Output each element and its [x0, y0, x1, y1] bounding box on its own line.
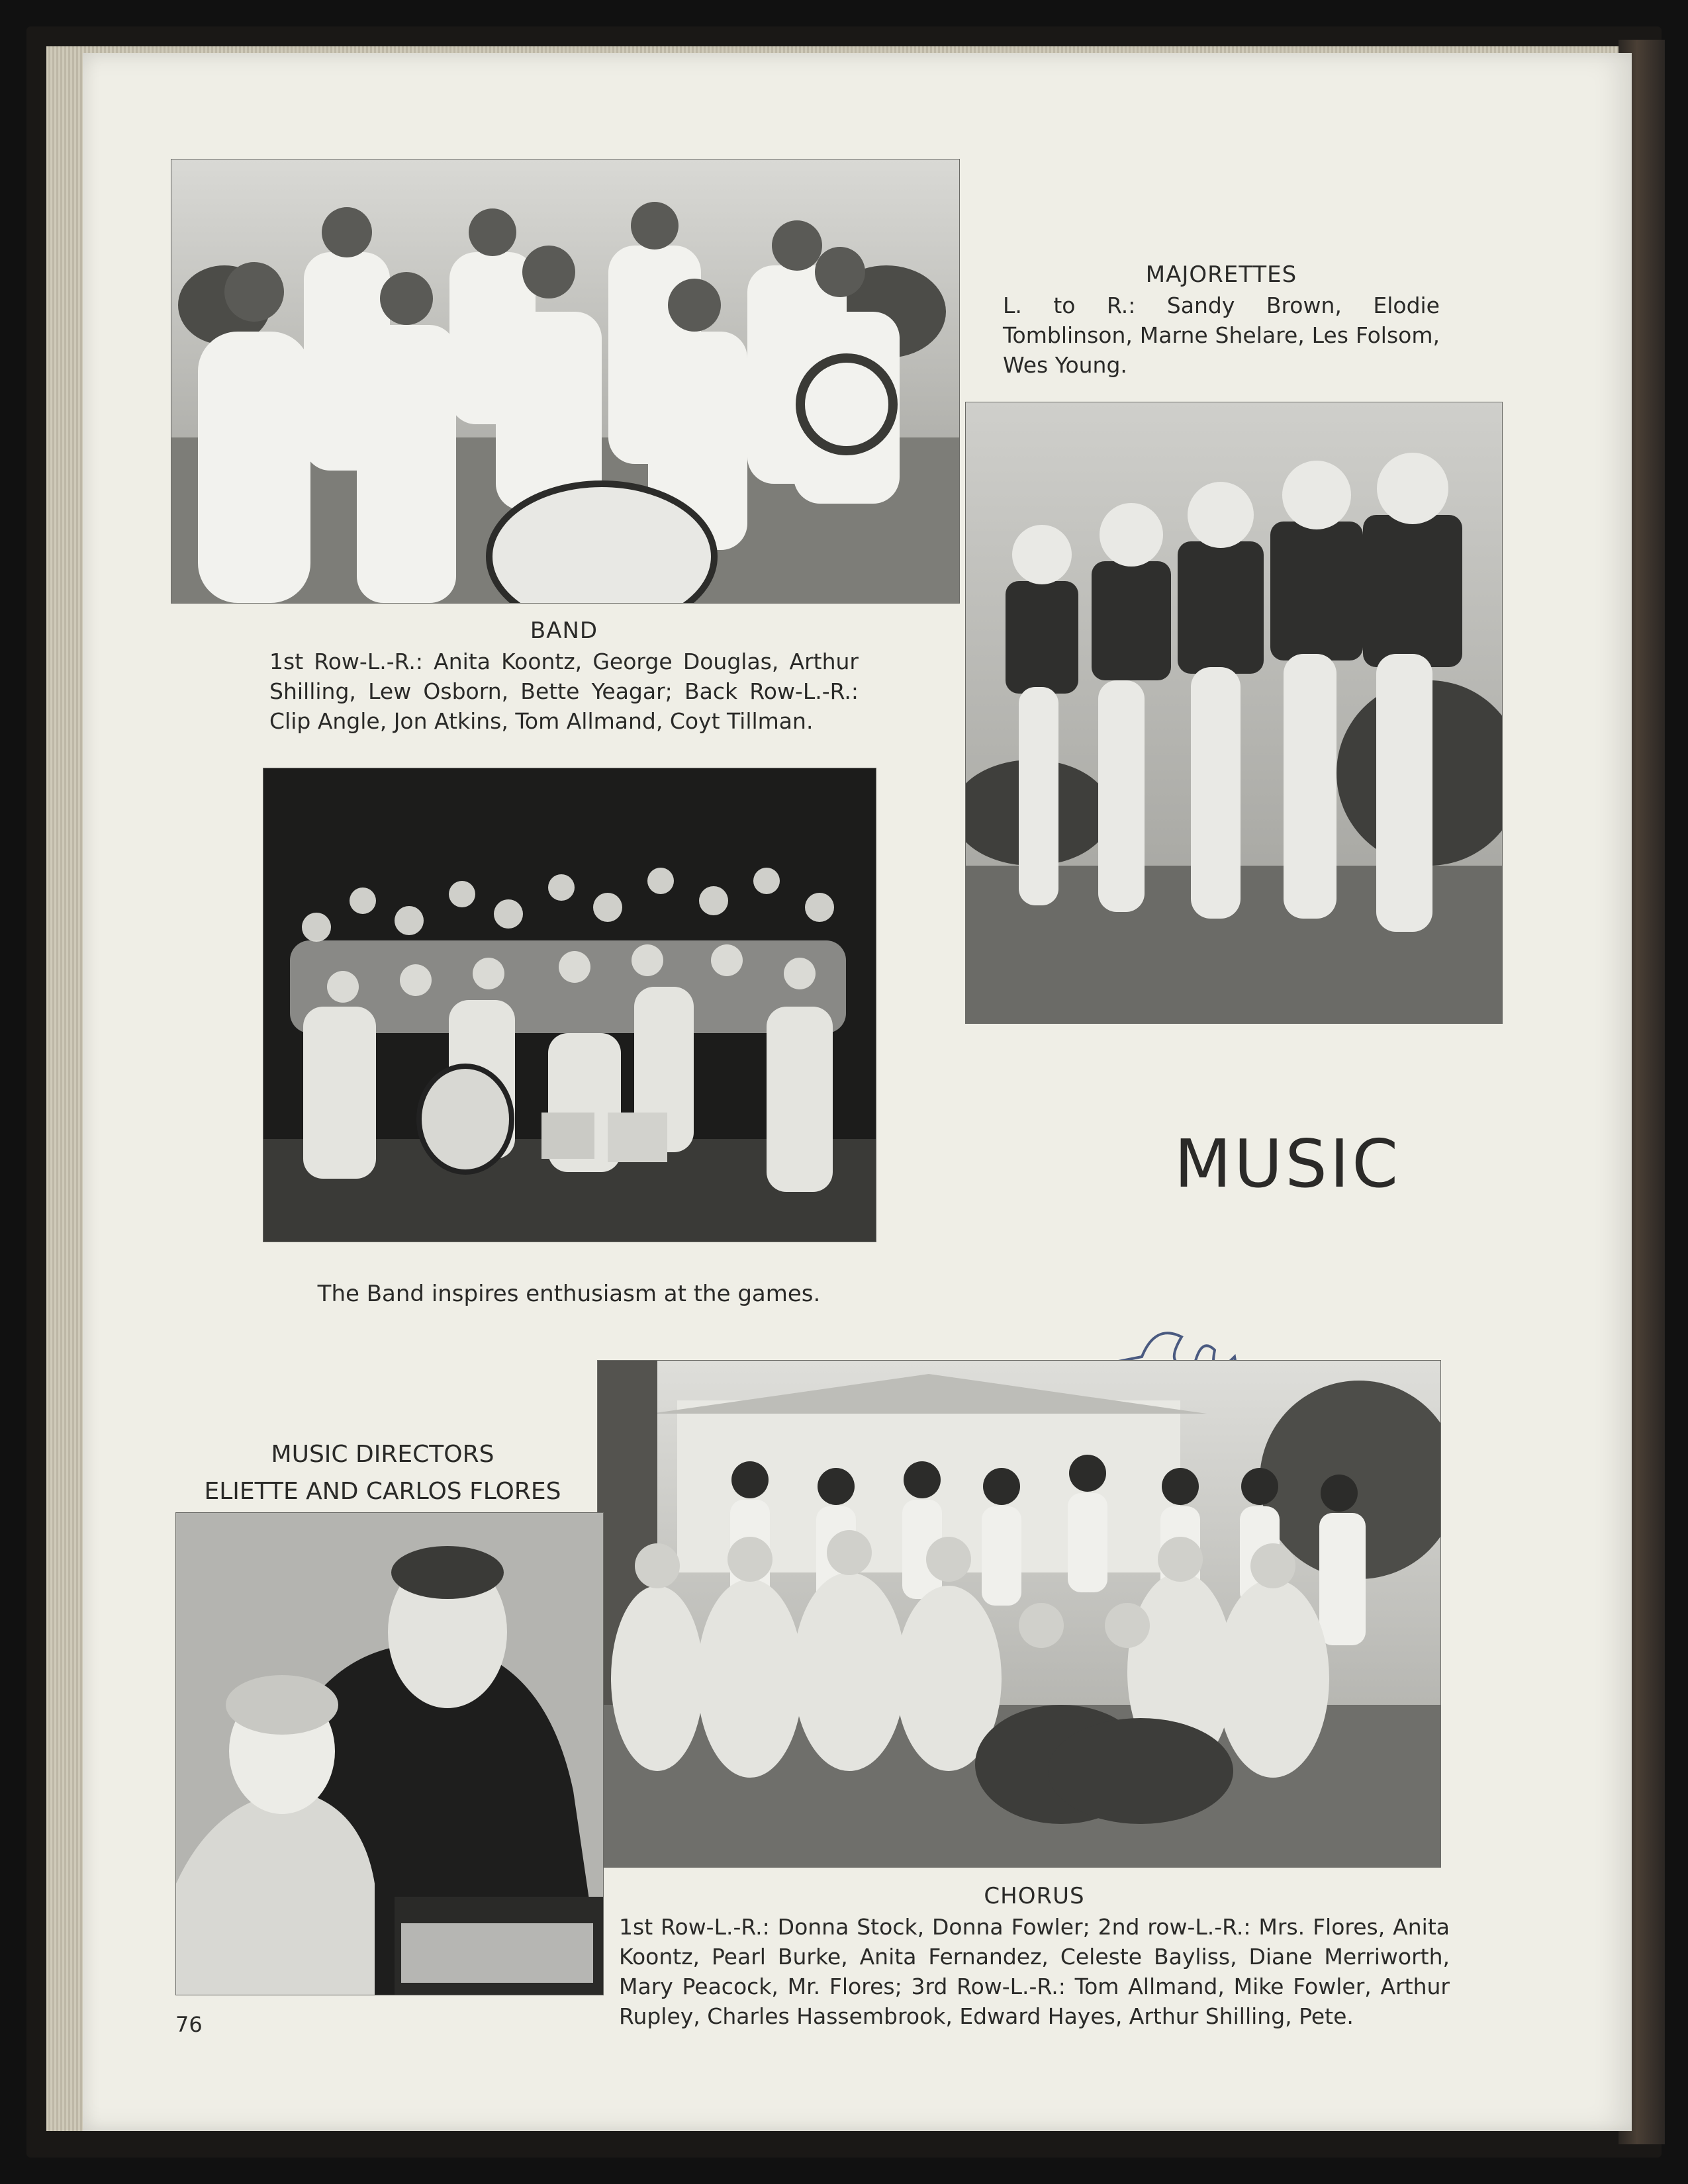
band-games-photo [263, 768, 876, 1242]
majorettes-caption [1003, 261, 1440, 380]
directors-title: MUSIC DIRECTORS [271, 1441, 494, 1468]
band-games-caption: The Band inspires enthusiasm at the games. [317, 1281, 821, 1307]
band-title: BAND [530, 617, 598, 644]
chorus-photo [597, 1360, 1441, 1868]
page-number: 76 [175, 2012, 203, 2037]
directors-photo [175, 1512, 604, 1995]
band-caption [269, 617, 859, 736]
yearbook-page [83, 53, 1632, 2131]
directors-caption [171, 1436, 594, 1510]
chorus-title: CHORUS [984, 1883, 1085, 1909]
page-title: MUSIC [1174, 1125, 1401, 1203]
majorettes-names: L. to R.: Sandy Brown, Elodie Tomblinson, Marne Shelare, Les Folsom, Wes Young. [1003, 293, 1440, 378]
chorus-caption [619, 1883, 1450, 2031]
band-names: 1st Row-L.-R.: Anita Koontz, George Douglas, Arthur Shilling, Lew Osborn, Bette Yeagar; Back Row-L.-R.: Clip Angle, Jon Atkins, Tom Allmand, Coyt Tillman. [269, 649, 859, 734]
band-photo [171, 159, 960, 604]
directors-names: ELIETTE AND CARLOS FLORES [204, 1478, 561, 1505]
majorettes-photo [965, 402, 1503, 1024]
chorus-names: 1st Row-L.-R.: Donna Stock, Donna Fowler; 2nd row-L.-R.: Mrs. Flores, Anita Koontz, Pearl Burke, Anita Fernandez, Celeste Bayliss, Diane Merriworth, Mary Peacock, Mr. Flores; 3rd Row-L.-R.: Tom Allmand, Mike Fowler, Arthur Rupley, Charles Hassembrook, Edward Hayes, Arthur Shilling, Pete. [619, 1914, 1450, 2029]
majorettes-title: MAJORETTES [1145, 261, 1297, 288]
